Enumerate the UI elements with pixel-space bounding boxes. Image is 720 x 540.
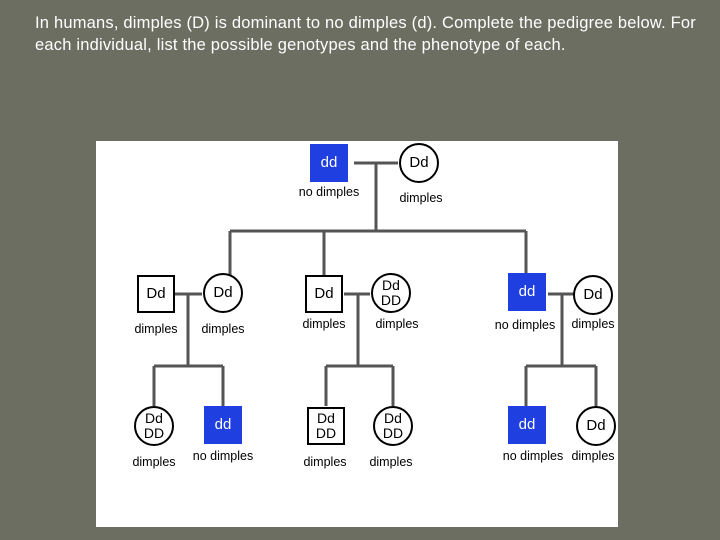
gen3-family1-child2-square: dd (204, 406, 242, 444)
gen2-couple1-child-phenotype: dimples (201, 322, 245, 336)
gen3-family3-child2-circle: Dd (576, 406, 616, 446)
gen2-couple2-spouse-phenotype: dimples (375, 317, 419, 331)
gen3-family3-child2-phenotype: dimples (571, 449, 615, 463)
gen3-family3-child1-phenotype: no dimples (502, 449, 564, 463)
gen3-family1-child2-phenotype: no dimples (192, 449, 254, 463)
gen1-father-square: dd (310, 144, 348, 182)
gen2-couple3-child-square: dd (508, 273, 546, 311)
gen2-couple1-spouse-square: Dd (137, 275, 175, 313)
gen3-family2-child2-circle: Dd DD (373, 406, 413, 446)
gen2-couple3-spouse-phenotype: dimples (571, 317, 615, 331)
gen3-family2-child2-phenotype: dimples (369, 455, 413, 469)
gen3-family1-child1-circle: Dd DD (134, 406, 174, 446)
gen2-couple2-spouse-circle: Dd DD (371, 273, 411, 313)
question-text: In humans, dimples (D) is dominant to no dimples (d). Complete the pedigree below. For each individual, list the possible genotypes and the phenotype of each. (35, 14, 697, 54)
gen2-couple2-child-square: Dd (305, 275, 343, 313)
gen3-family2-child1-square: Dd DD (307, 407, 345, 445)
gen1-father-phenotype: no dimples (298, 185, 360, 199)
gen2-couple3-spouse-circle: Dd (573, 275, 613, 315)
gen2-couple1-child-circle: Dd (203, 273, 243, 313)
gen2-couple2-child-phenotype: dimples (302, 317, 346, 331)
gen1-mother-circle: Dd (399, 143, 439, 183)
gen1-mother-phenotype: dimples (399, 191, 443, 205)
gen3-family3-child1-square: dd (508, 406, 546, 444)
gen3-family2-child1-phenotype: dimples (303, 455, 347, 469)
gen3-family1-child1-phenotype: dimples (132, 455, 176, 469)
pedigree-chart (96, 141, 618, 527)
gen2-couple3-child-phenotype: no dimples (494, 318, 556, 332)
gen2-couple1-spouse-phenotype: dimples (134, 322, 178, 336)
